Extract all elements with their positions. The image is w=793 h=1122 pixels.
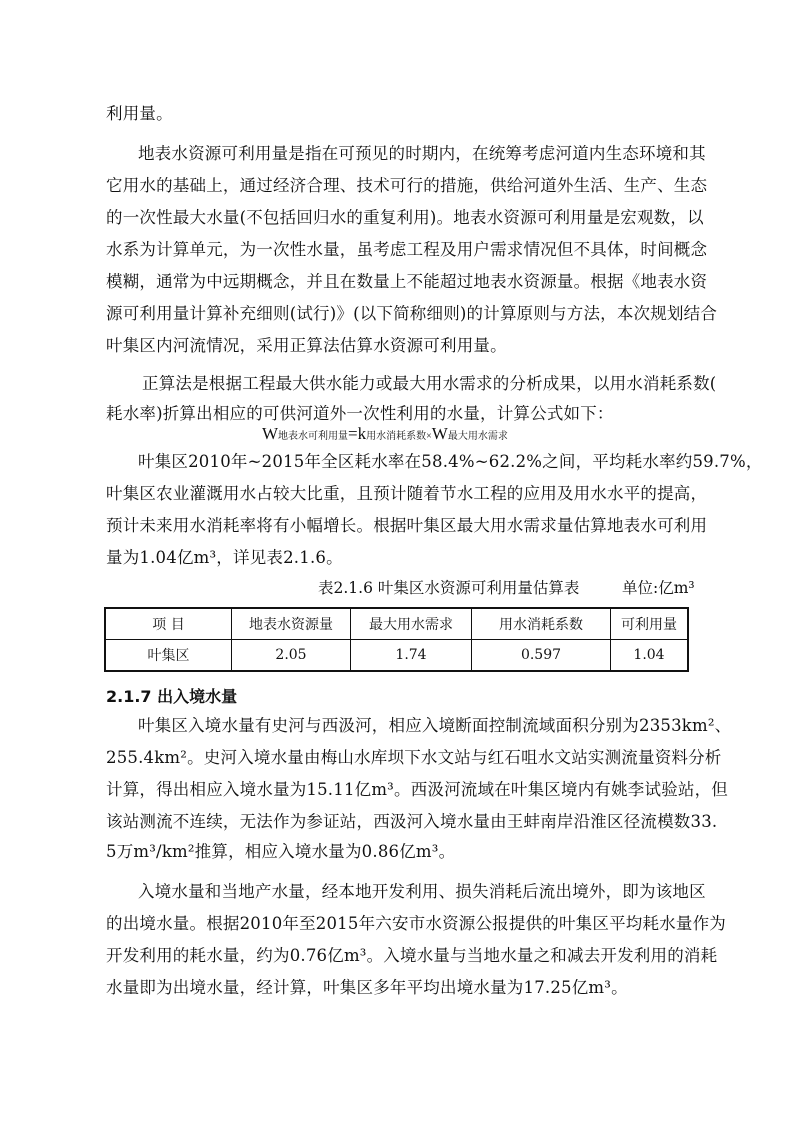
table-cell: 1.04 <box>611 640 689 672</box>
table-cell: 0.597 <box>472 640 611 672</box>
paragraph-line: 开发利用的耗水量，约为0.76亿m³。入境水量与当地水量之和减去开发利用的消耗 <box>106 946 718 965</box>
formula-equals: = <box>348 424 358 443</box>
table-header-cell: 项 目 <box>105 608 232 640</box>
paragraph-line: 利用量。 <box>106 104 173 123</box>
table-header-row <box>105 608 688 640</box>
paragraph-line: 该站测流不连续，无法作为参证站，西汲河入境水量由王蚌南岸沿淮区径流模数33. <box>106 812 718 831</box>
paragraph-line: 预计未来用水消耗率将有小幅增长。根据叶集区最大用水需求量估算地表水可利用 <box>106 516 708 535</box>
formula <box>262 423 508 448</box>
formula-w: W <box>262 424 279 443</box>
paragraph-line: 模糊，通常为中远期概念，并且在数量上不能超过地表水资源量。根据《地表水资 <box>106 272 708 291</box>
section-title: 出入境水量 <box>157 687 238 706</box>
paragraph-line: 耗水率)折算出相应的可供河道外一次性利用的水量，计算公式如下： <box>106 404 614 423</box>
paragraph-line: 叶集区农业灌溉用水占较大比重，且预计随着节水工程的应用及用水水平的提高， <box>106 484 708 503</box>
paragraph-line: 叶集区入境水量有史河与西汲河，相应入境断面控制流域面积分别为2353km²、 <box>138 716 732 735</box>
table-header-cell: 最大用水需求 <box>351 608 472 640</box>
formula-w2-subscript: 最大用水需求 <box>447 431 508 442</box>
paragraph-line: 地表水资源可利用量是指在可预见的时期内，在统筹考虑河道内生态环境和其 <box>138 144 706 163</box>
paragraph-line: 的一次性最大水量(不包括回归水的重复利用)。地表水资源可利用量是宏观数，以 <box>106 208 704 227</box>
paragraph-line: 源可利用量计算补充细则(试行)》(以下简称细则)的计算原则与方法，本次规划结合 <box>106 304 718 323</box>
paragraph-line: 正算法是根据工程最大供水能力或最大用水需求的分析成果，以用水消耗系数( <box>142 374 717 393</box>
paragraph-line: 叶集区内河流情况，采用正算法估算水资源可利用量。 <box>106 336 507 355</box>
table-cell: 叶集区 <box>105 640 232 672</box>
table-header-cell: 地表水资源量 <box>232 608 351 640</box>
paragraph-line: 的出境水量。根据2010年至2015年六安市水资源公报提供的叶集区平均耗水量作为 <box>106 914 726 933</box>
formula-w2: W <box>431 424 448 443</box>
paragraph-line: 入境水量和当地产水量，经本地开发利用、损失消耗后流出境外，即为该地区 <box>138 882 706 901</box>
formula-times: × <box>426 431 432 442</box>
paragraph-line: 水系为计算单元，为一次性水量，虽考虑工程及用户需求情况但不具体，时间概念 <box>106 240 708 259</box>
paragraph-line: 5万m³/km²推算，相应入境水量为0.86亿m³。 <box>106 842 456 861</box>
section-number: 2.1.7 <box>106 687 152 706</box>
formula-k: k <box>357 424 367 443</box>
water-resource-table <box>104 607 689 672</box>
table-cell: 1.74 <box>351 640 472 672</box>
paragraph-line: 255.4km²。史河入境水量由梅山水库坝下水文站与红石咀水文站实测流量资料分析 <box>106 748 722 767</box>
formula-k-subscript: 用水消耗系数 <box>366 431 427 442</box>
formula-w-subscript: 地表水可利用量 <box>278 431 349 442</box>
section-heading <box>106 684 237 707</box>
paragraph-line: 量为1.04亿m³，详见表2.1.6。 <box>106 548 343 567</box>
table-cell: 2.05 <box>232 640 351 672</box>
table-row <box>105 640 688 672</box>
table-caption: 表2.1.6 叶集区水资源可利用量估算表 <box>318 579 580 597</box>
paragraph-line: 水量即为出境水量，经计算，叶集区多年平均出境水量为17.25亿m³。 <box>106 978 628 997</box>
paragraph-line: 叶集区2010年~2015年全区耗水率在58.4%~62.2%之间，平均耗水率约59.7%， <box>138 452 763 471</box>
table-unit: 单位:亿m³ <box>622 579 695 597</box>
table-header-cell: 用水消耗系数 <box>472 608 611 640</box>
paragraph-line: 它用水的基础上，通过经济合理、技术可行的措施，供给河道外生活、生产、生态 <box>106 176 708 195</box>
paragraph-line: 计算，得出相应入境水量为15.11亿m³。西汲河流域在叶集区境内有姚李试验站，但 <box>106 780 728 799</box>
table-header-cell: 可利用量 <box>611 608 689 640</box>
